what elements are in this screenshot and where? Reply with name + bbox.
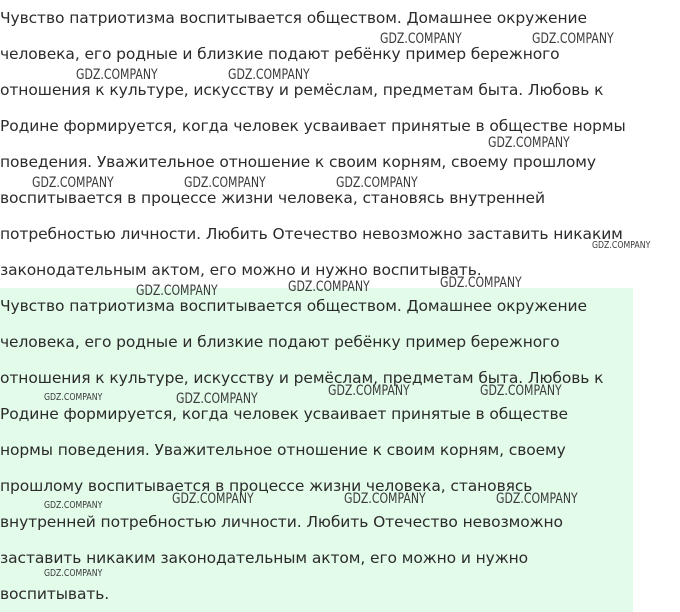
source-line: воспитывается в процессе жизни человека, становясь внутренней	[0, 189, 545, 207]
answer-line: Родине формируется, когда человек усваивает принятые в обществе	[0, 405, 568, 423]
watermark: GDZ.COMPANY	[172, 491, 254, 507]
source-line: человека, его родные и близкие подают ребёнку пример бережного	[0, 45, 560, 63]
watermark: GDZ.COMPANY	[480, 383, 562, 399]
answer-line: Чувство патриотизма воспитывается обществом. Домашнее окружение	[0, 297, 587, 315]
watermark: GDZ.COMPANY	[532, 31, 614, 47]
watermark: GDZ.COMPANY	[288, 279, 370, 295]
source-line: отношения к культуре, искусству и ремёслам, предметам быта. Любовь к	[0, 81, 604, 99]
answer-line: нормы поведения. Уважительное отношение к своим корням, своему	[0, 441, 566, 459]
answer-line: отношения к культуре, искусству и ремёслам, предметам быта. Любовь к	[0, 369, 604, 387]
watermark: GDZ.COMPANY	[440, 275, 522, 291]
watermark: GDZ.COMPANY	[44, 568, 103, 579]
answer-paragraph	[0, 288, 633, 612]
watermark: GDZ.COMPANY	[344, 491, 426, 507]
answer-line: человека, его родные и близкие подают ребёнку пример бережного	[0, 333, 560, 351]
watermark: GDZ.COMPANY	[488, 135, 570, 151]
answer-line: воспитывать.	[0, 585, 110, 603]
answer-line: прошлому воспитывается в процессе жизни человека, становясь	[0, 477, 533, 495]
watermark: GDZ.COMPANY	[496, 491, 578, 507]
source-line: потребностью личности. Любить Отечество невозможно заставить никаким	[0, 225, 623, 243]
answer-line: внутренней потребностью личности. Любить Отечество невозможно	[0, 513, 563, 531]
watermark: GDZ.COMPANY	[336, 175, 418, 191]
watermark: GDZ.COMPANY	[136, 283, 218, 299]
source-line: поведения. Уважительное отношение к своим корням, своему прошлому	[0, 153, 596, 171]
watermark: GDZ.COMPANY	[592, 240, 651, 251]
watermark: GDZ.COMPANY	[32, 175, 114, 191]
watermark: GDZ.COMPANY	[176, 391, 258, 407]
source-line: Родине формируется, когда человек усваивает принятые в обществе нормы	[0, 117, 626, 135]
watermark: GDZ.COMPANY	[44, 500, 103, 511]
answer-line: заставить никаким законодательным актом, его можно и нужно	[0, 549, 529, 567]
source-line: Чувство патриотизма воспитывается обществом. Домашнее окружение	[0, 9, 587, 27]
watermark: GDZ.COMPANY	[380, 31, 462, 47]
source-line: законодательным актом, его можно и нужно воспитывать.	[0, 261, 482, 279]
watermark: GDZ.COMPANY	[228, 67, 310, 83]
watermark: GDZ.COMPANY	[184, 175, 266, 191]
watermark: GDZ.COMPANY	[44, 392, 103, 403]
watermark: GDZ.COMPANY	[76, 67, 158, 83]
watermark: GDZ.COMPANY	[328, 383, 410, 399]
